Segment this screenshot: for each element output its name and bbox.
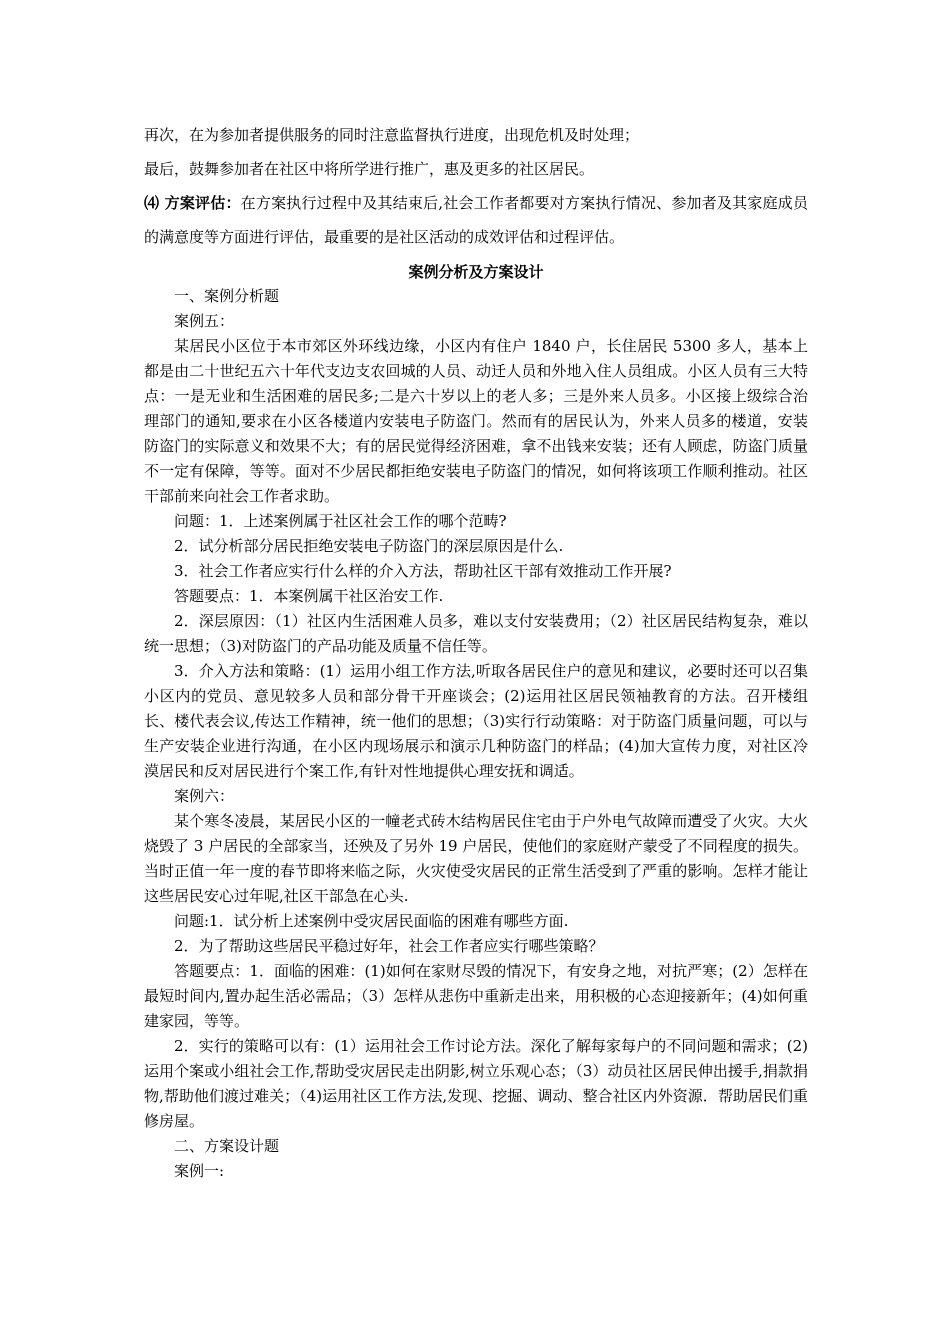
paragraph: 答题要点：1．本案例属干社区治安工作. <box>174 587 444 605</box>
paragraph: 2．深层原因：（1）社区内生活困难人员多，难以支付安装费用；（2）社区居民结构复杂，难以统一思想；（3)对防盗门的产品功能及质量不信任等。 <box>144 612 808 655</box>
paragraph: 二、方案设计题 <box>174 1137 280 1155</box>
evaluation-text: 在方案执行过程中及其结束后,社会工作者都要对方案执行情况、参加者及其家庭成员的满意度等方面进行评估，最重要的是社区活动的成效评估和过程评估。 <box>144 194 808 246</box>
document-page <box>144 118 808 1184</box>
paragraph: 某居民小区位于本市郊区外环线边缘，小区内有住户 1840 户，长住居民 5300 多人，基本上都是由二十世纪五六十年代支边支农回城的人员、动迁人员和外地入住人员组成。小区人员有三大特点：一是无业和生活困难的居民多;二是六十岁以上的老人多；三是外来人员多。小区接上级综合治理部门的通知,要求在小区各楼道内安装电子防盗门。然而有的居民认为，外来人员多的楼道，安装防盗门的实际意义和效果不大；有的居民觉得经济困难，拿不出钱来安装；还有人顾虑，防盗门质量不一定有保障，等等。面对不少居民都拒绝安装电子防盗门的情况，如何将该项工作顺利推动。社区干部前来向社会工作者求助。 <box>144 337 808 505</box>
paragraph: 一、案例分析题 <box>174 287 280 305</box>
paragraph: 案例六： <box>174 787 235 805</box>
paragraph: 某个寒冬凌晨，某居民小区的一幢老式砖木结构居民住宅由于户外电气故障而遭受了火灾。大火烧毁了 3 户居民的全部家当，还殃及了另外 19 户居民，使他们的家庭财产蒙受了不同程度的损失。当时正值一年一度的春节即将来临之际，火灾使受灾居民的正常生活受到了严重的影响。怎样才能让这些居民安心过年呢,社区干部急在心头. <box>144 812 808 905</box>
paragraph-evaluation <box>144 186 808 254</box>
paragraph: 答题要点：1．面临的困难：(1)如何在家财尽毁的情况下，有安身之地，对抗严寒；(2）怎样在最短时间内,置办起生活必需品；（3）怎样从悲伤中重新走出来，用积极的心态迎接新年；(4)如何重建家园，等等。 <box>144 962 808 1030</box>
paragraph-finally: 最后，鼓舞参加者在社区中将所学进行推广，惠及更多的社区居民。 <box>144 160 595 178</box>
paragraph: 2．实行的策略可以有：(1）运用社会工作讨论方法。深化了解每家每户的不同问题和需求；(2)运用个案或小组社会工作,帮助受灾居民走出阴影,树立乐观心态；（3）动员社区居民伸出援手,捐款捐物,帮助他们渡过难关；（4)运用社区工作方法,发现、挖掘、调动、整合社区内外资源．帮助居民们重修房屋。 <box>144 1037 808 1130</box>
paragraph: 3．社会工作者应实行什么样的介入方法，帮助社区干部有效推动工作开展? <box>174 562 672 580</box>
paragraph: 案例五： <box>174 312 235 330</box>
paragraph: 问题：1．上述案例属于社区社会工作的哪个范畴? <box>174 512 507 530</box>
section-title: 案例分析及方案设计 <box>408 263 544 281</box>
paragraph: 问题:1．试分析上述案例中受灾居民面临的困难有哪些方面. <box>174 912 569 930</box>
paragraph: 2．试分析部分居民拒绝安装电子防盗门的深层原因是什么. <box>174 537 564 555</box>
paragraph: 2．为了帮助这些居民平稳过好年，社会工作者应实行哪些策略？ <box>174 937 604 955</box>
paragraph: 案例一: <box>174 1162 225 1180</box>
paragraph-again: 再次，在为参加者提供服务的同时注意监督执行进度，出现危机及时处理； <box>144 126 640 144</box>
evaluation-label: ⑷ 方案评估： <box>144 194 241 212</box>
paragraph: 3．介入方法和策略：(1）运用小组工作方法,听取各居民住户的意见和建议，必要时还可以召集小区内的党员、意见较多人员和部分骨干开座谈会；(2)运用社区居民领袖教育的方法。召开楼组长、楼代表会议,传达工作精神，统一他们的思想；（3)实行行动策略：对于防盗门质量问题，可以与生产安装企业进行沟通，在小区内现场展示和演示几种防盗门的样品；(4)加大宣传力度，对社区冷漠居民和反对居民进行个案工作,有针对性地提供心理安抚和调适。 <box>144 662 808 780</box>
